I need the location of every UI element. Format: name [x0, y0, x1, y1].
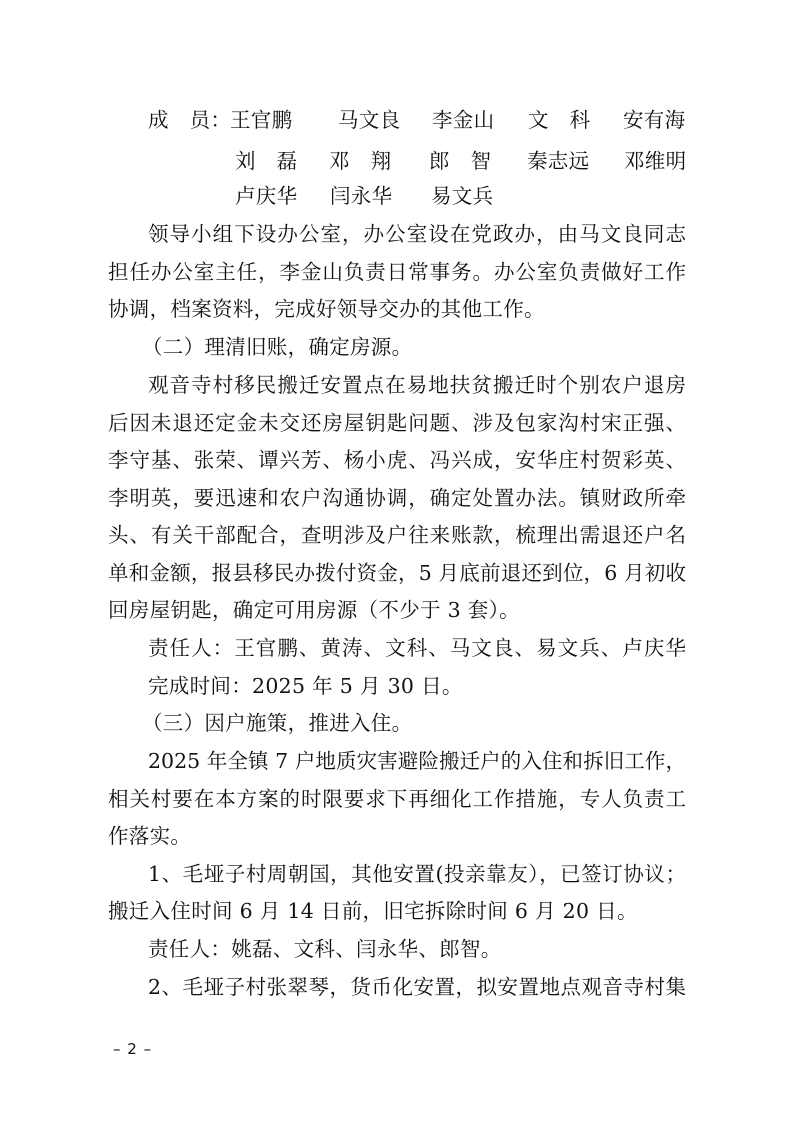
section-2-paragraph-line: 单和金额，报县移民办拨付资金，5 月底前退还到位，6 月初收 — [108, 561, 686, 585]
section-2-paragraph-line: 李守基、张荣、谭兴芳、杨小虎、冯兴成，安华庄村贺彩英、 — [108, 448, 686, 472]
member-name: 郎 智 — [429, 149, 492, 173]
member-name: 卢庆华 — [235, 184, 298, 208]
member-name: 秦志远 — [527, 149, 590, 173]
item-2-line: 2、毛垭子村张翠琴，货币化安置，拟安置地点观音寺村集 — [148, 975, 686, 999]
member-name: 邓维明 — [624, 149, 687, 173]
members-row-3 — [148, 183, 708, 209]
section-3-paragraph-line: 相关村要在本方案的时限要求下再细化工作措施，专人负责工 — [108, 787, 686, 811]
section-3-paragraph-line: 2025 年全镇 7 户地质灾害避险搬迁户的入住和拆旧工作， — [148, 749, 686, 773]
item-1-line: 搬迁入住时间 6 月 14 日前，旧宅拆除时间 6 月 20 日。 — [108, 899, 638, 923]
members-row-2 — [148, 148, 708, 174]
member-name: 王官鹏 — [230, 108, 293, 132]
members-row-1 — [148, 107, 708, 133]
section-3-heading: （三）因户施策，推进入住。 — [142, 711, 413, 735]
member-name: 刘 磊 — [235, 149, 298, 173]
member-name: 文 科 — [528, 108, 591, 132]
office-paragraph-line: 担任办公室主任，李金山负责日常事务。办公室负责做好工作 — [108, 260, 686, 284]
member-name: 马文良 — [338, 108, 401, 132]
section-3-paragraph-line: 作落实。 — [108, 824, 192, 848]
member-name: 邓 翔 — [329, 149, 392, 173]
section-2-paragraph-line: 李明英，要迅速和农户沟通协调，确定处置办法。镇财政所牵 — [108, 486, 686, 510]
item-1-responsible: 责任人：姚磊、文科、闫永华、郎智。 — [148, 937, 502, 961]
office-paragraph-line: 协调，档案资料，完成好领导交办的其他工作。 — [108, 297, 545, 321]
member-name: 易文兵 — [431, 184, 494, 208]
section-2-paragraph-line: 后因未退还定金未交还房屋钥匙问题、涉及包家沟村宋正强、 — [108, 411, 686, 435]
member-name: 安有海 — [623, 108, 686, 132]
section-2-paragraph-line: 回房屋钥匙，确定可用房源（不少于 3 套）。 — [108, 598, 520, 622]
item-1-line: 1、毛垭子村周朝国，其他安置(投亲靠友），已签订协议； — [148, 862, 686, 886]
section-2-responsible: 责任人：王官鹏、黄涛、文科、马文良、易文兵、卢庆华 — [148, 636, 686, 660]
section-2-paragraph-line: 观音寺村移民搬迁安置点在易地扶贫搬迁时个别农户退房 — [148, 373, 686, 397]
section-2-deadline: 完成时间：2025 年 5 月 30 日。 — [148, 674, 463, 698]
member-name: 闫永华 — [330, 184, 393, 208]
section-2-heading: （二）理清旧账，确定房源。 — [142, 335, 413, 359]
page-number: – 2 – — [113, 1040, 153, 1058]
member-name: 李金山 — [432, 108, 495, 132]
office-paragraph-line: 领导小组下设办公室，办公室设在党政办，由马文良同志 — [148, 222, 686, 246]
members-label: 成 员： — [148, 108, 232, 132]
section-2-paragraph-line: 头、有关干部配合，查明涉及户往来账款，梳理出需退还户名 — [108, 523, 686, 547]
